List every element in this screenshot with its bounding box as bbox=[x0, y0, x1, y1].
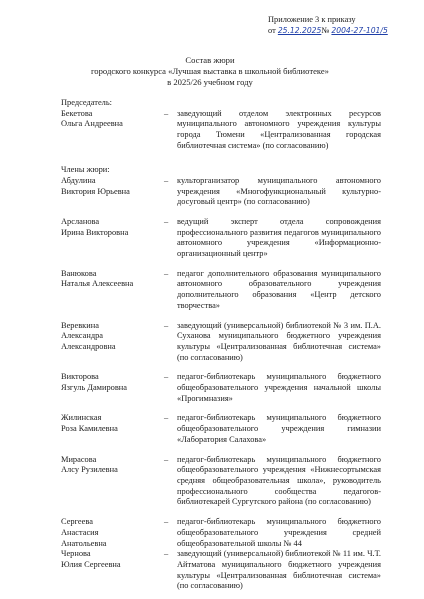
appendix-line: Приложение 3 к приказу bbox=[268, 15, 356, 24]
dash: – bbox=[164, 549, 169, 559]
member-name bbox=[61, 176, 164, 208]
member-name bbox=[61, 455, 164, 509]
dash: – bbox=[164, 517, 169, 527]
chair-heading: Председатель: bbox=[61, 98, 112, 107]
name-line: Веревкина bbox=[61, 320, 99, 330]
chair-entry bbox=[61, 109, 381, 152]
member-position: заведующий (универсальной) библиотекой № 11 им. Ч.Т. Айтматова муниципального бюджетного учреждения культуры «Централизованная библиотечная система» (по согласованию) bbox=[177, 549, 381, 591]
member-entry bbox=[61, 269, 381, 312]
title-line-3: в 2025/26 учебном году bbox=[167, 77, 253, 88]
name-line: Язгуль Дамировна bbox=[61, 383, 127, 393]
name-line: Виктория Юрьевна bbox=[61, 186, 130, 196]
jury-list bbox=[61, 98, 381, 592]
member-name bbox=[61, 269, 164, 312]
order-number-handwritten: 2004-27-101/5 bbox=[331, 26, 388, 35]
from-prefix: от bbox=[268, 26, 276, 35]
name-line: Ванюкова bbox=[61, 268, 97, 278]
name-line: Алсу Рузилевна bbox=[61, 465, 118, 475]
order-reference bbox=[268, 25, 388, 36]
member-position: ведущий эксперт отдела сопровождения профессионального развития педагогов муниципального автономного учреждения «Информационно-организационный центр» bbox=[177, 216, 381, 259]
name-line: Арсланова bbox=[61, 216, 100, 226]
member-position: педагог-библиотекарь муниципального бюджетного общеобразовательного учреждения «Нижнесортымская средняя общеобразовательная школа», руководитель профессионального сообщества педагогов-библиотекарей Сургутского района (по согласованию) bbox=[177, 454, 381, 507]
member-name bbox=[61, 321, 164, 364]
member-name bbox=[61, 372, 164, 404]
member-entry bbox=[61, 176, 381, 208]
member-entry bbox=[61, 517, 381, 549]
member-name bbox=[61, 549, 164, 592]
name-line: Юлия Сергеевна bbox=[61, 559, 121, 569]
dash: – bbox=[164, 413, 169, 423]
name-line: Жилинская bbox=[61, 413, 102, 423]
name-line: Мирасова bbox=[61, 454, 97, 464]
member-entry bbox=[61, 321, 381, 364]
name-line: Наталья Алексеевна bbox=[61, 279, 134, 289]
member-entry bbox=[61, 549, 381, 592]
member-position: заведующий отделом электронных ресурсов муниципального автономного учреждения культуры города Тюмени «Централизованная городская библиотечная система» (по согласованию) bbox=[177, 108, 381, 150]
appendix-header bbox=[268, 14, 388, 36]
member-name bbox=[61, 109, 164, 152]
number-sign: № bbox=[321, 26, 330, 35]
member-entry bbox=[61, 455, 381, 509]
name-line: Сергеева bbox=[61, 517, 93, 527]
dash: – bbox=[164, 320, 169, 330]
dash: – bbox=[164, 372, 169, 382]
dash: – bbox=[164, 268, 169, 278]
dash: – bbox=[164, 454, 169, 464]
title-line-1: Состав жюри bbox=[185, 55, 235, 65]
member-position: педагог дополнительного образования муниципального автономного образовательного учреждения дополнительного образования «Центр детского творчества» bbox=[177, 268, 381, 310]
dash: – bbox=[164, 216, 169, 226]
member-position: педагог-библиотекарь муниципального бюджетного общеобразовательного учреждения начальной школы «Прогимназия» bbox=[177, 372, 381, 403]
member-entry bbox=[61, 413, 381, 445]
title-line-2: городского конкурса «Лучшая выставка в школьной библиотеке» bbox=[91, 66, 329, 77]
member-position: культорганизатор муниципального автономного учреждения «Многофункциональный культурно-досуговый центр» (по согласованию) bbox=[177, 175, 381, 207]
name-line: Анатольевна bbox=[61, 538, 107, 548]
name-line: Анастасия bbox=[61, 527, 99, 537]
name-line: Ольга Андреевна bbox=[61, 119, 123, 129]
member-entry bbox=[61, 217, 381, 260]
name-line: Чернова bbox=[61, 549, 91, 559]
dash: – bbox=[164, 108, 169, 118]
name-line: Роза Камилевна bbox=[61, 424, 118, 434]
name-line: Викторова bbox=[61, 372, 99, 382]
order-date-handwritten: 25.12.2025 bbox=[277, 26, 322, 35]
member-name bbox=[61, 217, 164, 260]
name-line: Ирина Викторовна bbox=[61, 227, 129, 237]
member-entry bbox=[61, 372, 381, 404]
members-heading: Члены жюри: bbox=[61, 165, 110, 175]
dash: – bbox=[164, 175, 169, 185]
name-line: Бекетова bbox=[61, 108, 93, 118]
member-name bbox=[61, 413, 164, 445]
name-line: Абдулина bbox=[61, 175, 96, 185]
member-position: заведующий (универсальной) библиотекой № 3 им. П.А. Суханова муниципального бюджетного учреждения культуры «Централизованная библиотечная система» (по согласованию) bbox=[177, 320, 381, 362]
document-title bbox=[60, 55, 360, 89]
member-position: педагог-библиотекарь муниципального бюджетного общеобразовательного учреждения гимназии «Лаборатория Салахова» bbox=[177, 413, 381, 444]
member-name bbox=[61, 517, 164, 549]
name-line: Александра bbox=[61, 331, 103, 341]
member-position: педагог-библиотекарь муниципального бюджетного общеобразовательного учреждения средней общеобразовательной школы № 44 bbox=[177, 517, 381, 548]
name-line: Александровна bbox=[61, 341, 116, 351]
